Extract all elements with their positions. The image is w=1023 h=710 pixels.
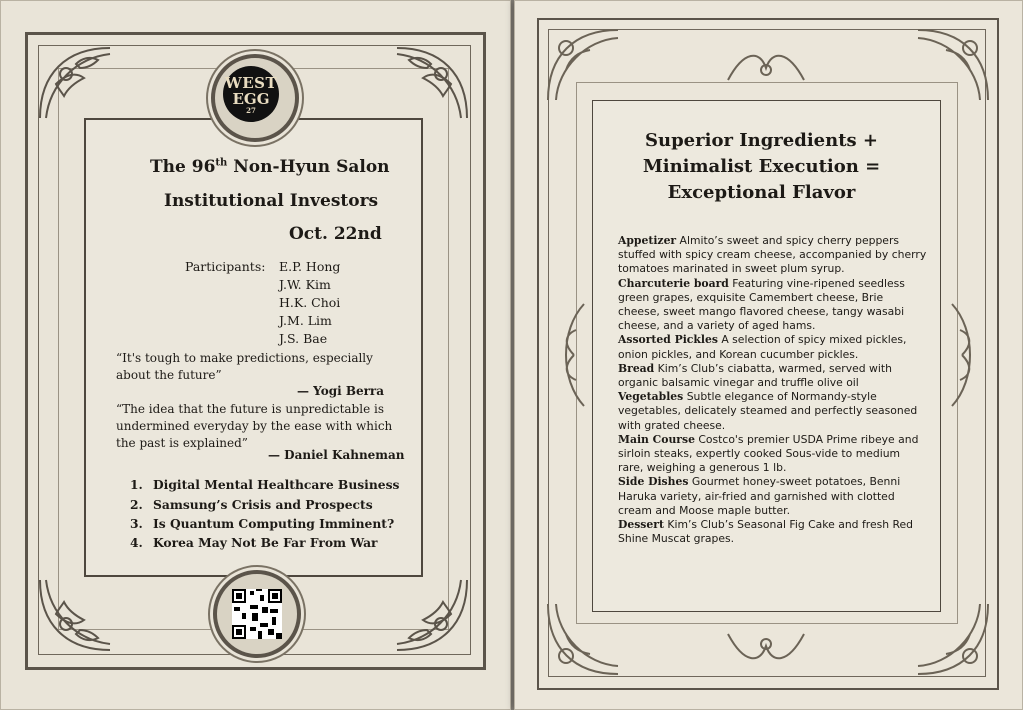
logo-text-west: WEST xyxy=(224,74,278,92)
menu-item: Appetizer Almito’s sweet and spicy cherry peppers stuffed with spicy cream cheese, accompanied by cherry tomatoes marinated in sweet plum syrup. xyxy=(618,234,927,276)
quote-text: “It's tough to make predictions, especially about the future” xyxy=(116,351,373,382)
participant-name: E.P. Hong xyxy=(279,259,341,274)
headline-line: Minimalist Execution = xyxy=(642,156,881,177)
corner-ornament-icon xyxy=(544,26,622,104)
participants-label: Participants: xyxy=(185,259,266,274)
quote-author: — Yogi Berra xyxy=(297,384,385,398)
corner-ornament-icon xyxy=(393,44,471,122)
salon-title: The 96th Non-Hyun Salon xyxy=(150,157,390,177)
side-scroll-ornament-icon xyxy=(942,300,982,410)
participant-name: H.K. Choi xyxy=(279,295,341,310)
menu-item: Assorted Pickles A selection of spicy mixed pickles, onion pickles, and Korean cucumber pickles. xyxy=(618,333,907,361)
menu-headline xyxy=(620,128,903,206)
corner-ornament-icon xyxy=(36,44,114,122)
corner-ornament-icon xyxy=(914,600,992,678)
agenda-item: 3. Is Quantum Computing Imminent? xyxy=(130,516,395,531)
agenda-item: 2. Samsung’s Crisis and Prospects xyxy=(130,497,373,512)
headline-line: Exceptional Flavor xyxy=(667,182,856,203)
audience-title: Institutional Investors xyxy=(164,191,379,211)
event-date: Oct. 22nd xyxy=(289,224,382,244)
quote-author: — Daniel Kahneman xyxy=(268,448,405,462)
corner-ornament-icon xyxy=(393,576,471,654)
west-egg-logo xyxy=(223,66,279,122)
corner-ornament-icon xyxy=(36,576,114,654)
qr-code-icon[interactable] xyxy=(232,589,282,639)
corner-ornament-icon xyxy=(544,600,622,678)
participant-name: J.W. Kim xyxy=(279,277,331,292)
agenda-item: 1. Digital Mental Healthcare Business xyxy=(130,477,400,492)
menu-item: Main Course Costco's premier USDA Prime ribeye and sirloin steaks, expertly cooked Sous-vide to medium rare, weighing a generous 1 lb. xyxy=(618,432,919,475)
participant-name: J.S. Bae xyxy=(279,331,328,346)
menu-item: Bread Kim’s Club’s ciabatta, warmed, served with organic balsamic vinegar and truffle olive oil xyxy=(618,361,892,390)
qr-medallion xyxy=(213,570,301,658)
menu-item: Charcuterie board Featuring vine-ripened seedless green grapes, exquisite Camembert cheese, Brie cheese, sweet mango flavored cheese, tangy wasabi cheese, and a variety of aged hams. xyxy=(618,276,905,333)
menu-item: Vegetables Subtle elegance of Normandy-style vegetables, delicately steamed and perfectly seasoned with grated cheese. xyxy=(618,390,918,432)
side-scroll-ornament-icon xyxy=(554,300,594,410)
bottom-scroll-ornament-icon xyxy=(724,624,808,674)
participant-name: J.M. Lim xyxy=(279,313,332,328)
headline-line: Superior Ingredients + xyxy=(645,130,878,151)
menu-list xyxy=(618,234,928,546)
top-scroll-ornament-icon xyxy=(724,40,808,90)
menu-item: Dessert Kim’s Club’s Seasonal Fig Cake and fresh Red Shine Muscat grapes. xyxy=(618,518,914,546)
logo-text-egg: EGG xyxy=(232,90,270,108)
logo-text-number: 27 xyxy=(246,106,256,115)
menu-item: Side Dishes Gourmet honey-sweet potatoes, Benni Haruka variety, air-fried and garnished with clotted cream and Moose maple butter. xyxy=(618,475,901,517)
corner-ornament-icon xyxy=(914,26,992,104)
invitation-card xyxy=(0,0,511,710)
quote-text: “The idea that the future is unpredictable is undermined everyday by the ease with which the past is explained” xyxy=(116,402,393,450)
logo-medallion xyxy=(211,54,299,142)
agenda-item: 4. Korea May Not Be Far From War xyxy=(130,535,378,550)
